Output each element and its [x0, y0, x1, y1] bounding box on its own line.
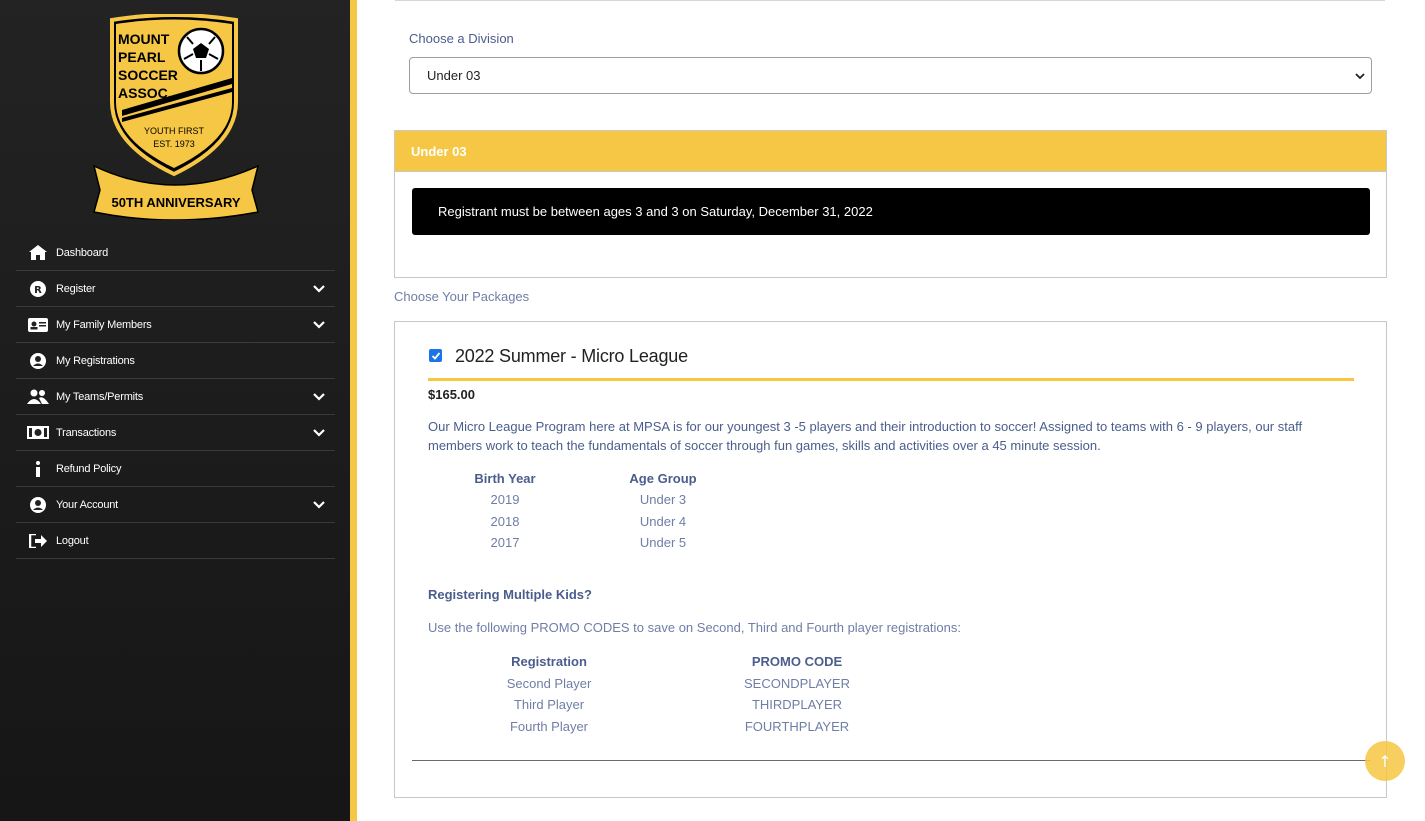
sidebar-item-label: Transactions: [56, 426, 117, 439]
table-cell: 2017: [490, 535, 520, 550]
sidebar-item-label: Dashboard: [56, 246, 109, 259]
package-price: $165.00: [428, 387, 475, 402]
division-card-header: Under 03: [395, 131, 1386, 172]
package-title-rule: [428, 378, 1354, 381]
sidebar-item-your-account[interactable]: [16, 487, 335, 523]
table-cell: SECONDPLAYER: [744, 676, 850, 691]
svg-text:SOCCER: SOCCER: [118, 67, 178, 83]
svg-text:50TH ANNIVERSARY: 50TH ANNIVERSARY: [111, 195, 241, 210]
sidebar: [0, 0, 350, 821]
svg-text:YOUTH FIRST: YOUTH FIRST: [144, 126, 204, 136]
division-select-value: Under 03: [427, 68, 481, 83]
sidebar-item-label: Logout: [56, 534, 89, 547]
package-title: 2022 Summer - Micro League: [455, 346, 688, 366]
svg-text:PEARL: PEARL: [118, 49, 166, 65]
sidebar-item-teams-permits[interactable]: [16, 379, 335, 415]
chevron-down-icon[interactable]: [313, 499, 325, 511]
sidebar-item-label: Register: [56, 282, 96, 295]
table-cell: Under 3: [639, 492, 687, 507]
sidebar-item-label: Refund Policy: [56, 462, 122, 475]
sidebar-item-label: Your Account: [56, 498, 119, 511]
division-select[interactable]: [409, 57, 1372, 94]
sidebar-item-transactions[interactable]: [16, 415, 335, 451]
age-requirement-notice: Registrant must be between ages 3 and 3 on Saturday, December 31, 2022: [412, 188, 1370, 235]
multiple-kids-description: Use the following PROMO CODES to save on Second, Third and Fourth player registrations:: [428, 620, 962, 635]
sign-out-icon: [27, 532, 49, 550]
division-card: [394, 130, 1387, 278]
id-card-icon: [27, 316, 49, 334]
package-card: [394, 321, 1387, 798]
sidebar-item-dashboard[interactable]: [16, 235, 335, 271]
user-circle-icon: [27, 496, 49, 514]
sidebar-item-label: My Teams/Permits: [56, 390, 144, 403]
sidebar-item-my-registrations[interactable]: [16, 343, 335, 379]
package-checkbox[interactable]: [429, 349, 442, 362]
package-description: Our Micro League Program here at MPSA is for our youngest 3 -5 players and their introduction to soccer! Assigned to teams with 6 - 9 players, our staff members work to teach the fundamentals of soccer through fun games, skills and activities over a 45 minute session.: [428, 419, 1303, 453]
packages-label: Choose Your Packages: [394, 289, 530, 304]
svg-text:ASSOC.: ASSOC.: [118, 85, 172, 101]
table-cell: Fourth Player: [509, 719, 589, 734]
svg-text:MOUNT: MOUNT: [118, 31, 170, 47]
sidebar-item-refund-policy[interactable]: [16, 451, 335, 487]
multiple-kids-heading: Registering Multiple Kids?: [428, 587, 592, 602]
table-cell: THIRDPLAYER: [751, 697, 843, 712]
sidebar-item-label: My Registrations: [56, 354, 135, 367]
chevron-down-icon[interactable]: [313, 391, 325, 403]
table-cell: 2019: [490, 492, 520, 507]
home-icon: [27, 244, 49, 262]
division-label: Choose a Division: [409, 31, 514, 46]
user-circle-icon: [27, 352, 49, 370]
chevron-down-icon[interactable]: [313, 427, 325, 439]
chevron-down-icon[interactable]: [313, 283, 325, 295]
scroll-to-top-button[interactable]: [1365, 741, 1405, 781]
arrow-up-icon: ↑: [1378, 751, 1392, 771]
sidebar-menu: [16, 235, 335, 559]
sidebar-item-register[interactable]: [16, 271, 335, 307]
svg-text:EST. 1973: EST. 1973: [153, 139, 195, 149]
registered-icon: [27, 280, 49, 298]
sidebar-item-logout[interactable]: [16, 523, 335, 559]
check-icon: [431, 351, 441, 361]
divider: [412, 760, 1370, 761]
chevron-down-icon: [1355, 71, 1365, 81]
table-header: PROMO CODE: [751, 654, 843, 669]
money-icon: [27, 424, 49, 442]
divider: [395, 0, 1385, 1]
table-header: Birth Year: [474, 471, 536, 486]
sidebar-item-label: My Family Members: [56, 318, 152, 331]
table-header: Registration: [511, 654, 587, 669]
table-cell: Under 4: [639, 514, 687, 529]
org-logo[interactable]: [92, 14, 260, 220]
sidebar-accent-bar: [350, 0, 357, 821]
info-icon: [27, 460, 49, 478]
main-content: [357, 0, 1425, 821]
table-header: Age Group: [629, 471, 697, 486]
svg-text:R: R: [34, 284, 42, 296]
chevron-down-icon[interactable]: [313, 319, 325, 331]
table-cell: Under 5: [639, 535, 687, 550]
table-cell: 2018: [490, 514, 520, 529]
users-icon: [27, 388, 49, 406]
table-cell: Second Player: [506, 676, 592, 691]
table-cell: FOURTHPLAYER: [744, 719, 850, 734]
sidebar-item-family-members[interactable]: [16, 307, 335, 343]
table-cell: Third Player: [513, 697, 585, 712]
